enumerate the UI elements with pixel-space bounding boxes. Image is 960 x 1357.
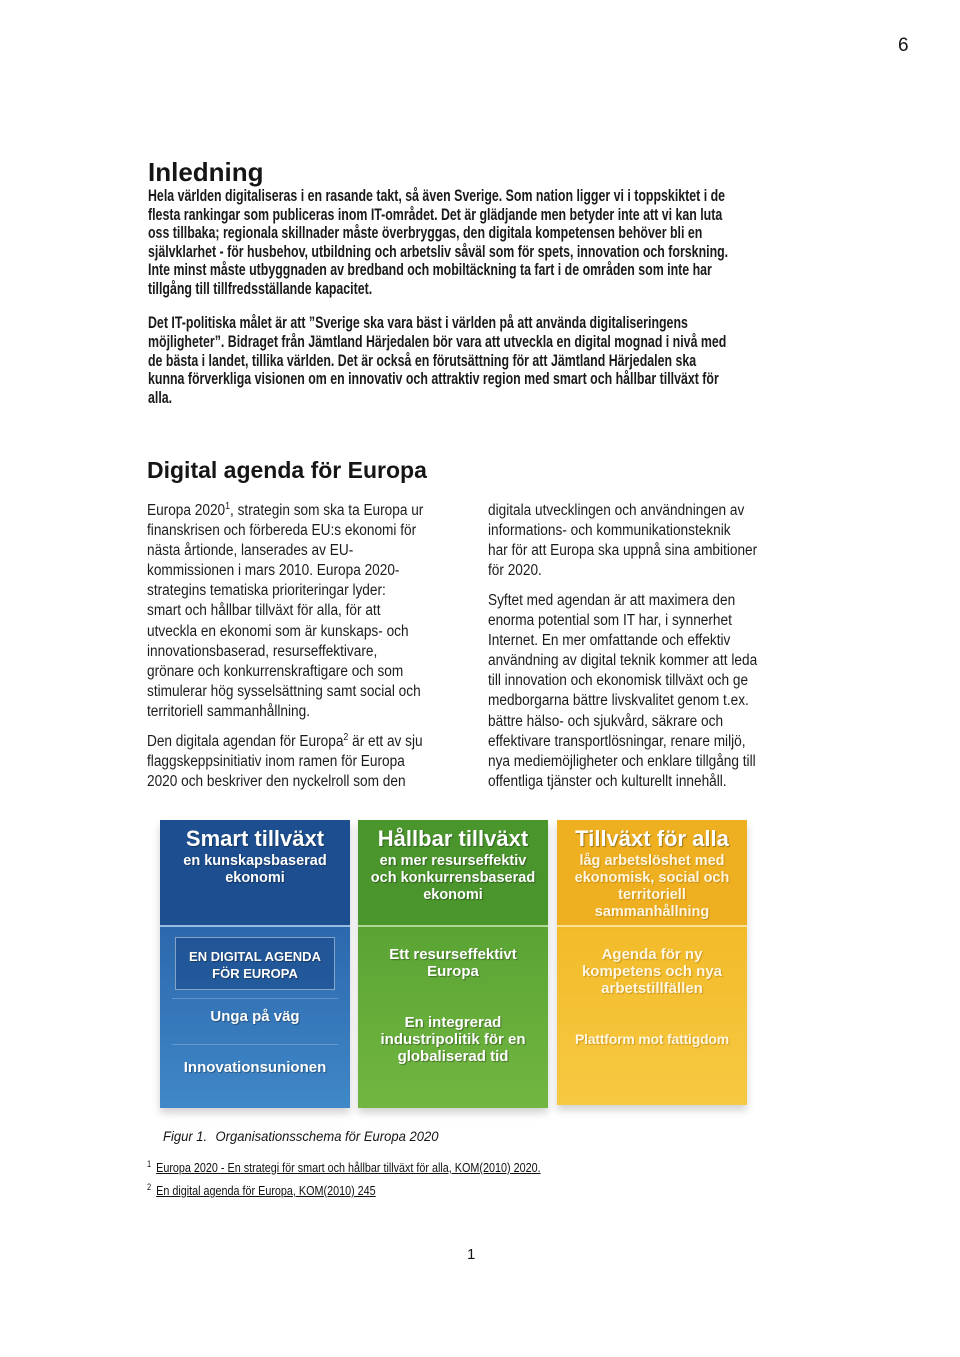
intro-paragraph-1-line: flesta rankingar som publiceras inom IT-området. Det är glädjande men betyder inte att vi kan luta	[148, 205, 723, 224]
subtitle-line: ekonomi	[225, 870, 285, 886]
right-paragraph-2-line: till innovation och ekonomisk tillväxt och ge	[488, 672, 749, 690]
flagship-line: Ett resurseffektivt	[389, 946, 517, 963]
right-paragraph-2-line: nya mediemöjligheter och enklare tillgång till	[488, 752, 756, 770]
left-paragraph-1-line: smart och hållbar tillväxt för alla, för att	[147, 602, 381, 620]
intro-paragraph-2-line: de bästa i landet, tillika världen. Det är också en förutsättning för att Jämtland Härjedalen ska	[148, 351, 697, 370]
left-paragraph-1-line: utveckla en ekonomi som är kunskaps- och	[147, 622, 409, 640]
section-heading-inledning: Inledning	[148, 157, 264, 187]
intro-paragraph-2-line: alla.	[148, 389, 173, 407]
right-paragraph-2-line: offentliga tjänster och kulturellt innehåll.	[488, 772, 727, 790]
flagship-line: EN DIGITAL AGENDA	[189, 949, 321, 964]
subtitle-line: låg arbetslöshet med	[579, 853, 725, 869]
intro-paragraph-2-line: kunna förverkliga visionen om en innovativ och attraktiv region med smart och hållbar tillväxt för	[148, 370, 719, 389]
page-number-top: 6	[898, 35, 909, 56]
left-paragraph-1-line: nästa årtionde, lanserades av EU-	[147, 542, 354, 560]
flagship-innovationsunionen	[160, 1059, 350, 1076]
footnote-reference: 2	[343, 731, 349, 743]
column-title: Smart tillväxt	[185, 826, 325, 851]
right-paragraph-2-line: effektivare transportlösningar, renare miljö,	[488, 732, 746, 750]
right-column-paragraph-1	[488, 501, 794, 581]
left-paragraph-2-line: Den digitala agendan för Europa$^2$ är ett av sju	[147, 731, 423, 750]
subtitle-line: ekonomi	[423, 887, 483, 903]
flagship-line: Unga på väg	[210, 1008, 300, 1025]
left-column-paragraph-1	[147, 501, 461, 722]
intro-paragraph-1	[148, 187, 922, 299]
intro-paragraph-1-line: tillgång till tillfredsställande kapacitet.	[148, 279, 373, 298]
figure-column-tillvaxt-for-alla	[557, 820, 747, 1105]
left-paragraph-2-line: 2020 och beskriver den nyckelroll som den	[147, 773, 406, 791]
subtitle-line: sammanhållning	[594, 904, 710, 920]
column-header	[557, 820, 747, 925]
flagship-line: Plattform mot fattigdom	[574, 1031, 730, 1047]
subtitle-line: territoriell	[618, 887, 686, 903]
right-paragraph-1-line: har för att Europa ska uppnå sina ambitioner	[488, 542, 758, 560]
intro-paragraph-1-line: Inte minst måste utbyggnaden av bredband och mobiltäckning ta fart i de områden som inte har	[148, 261, 712, 280]
left-paragraph-1-line: stimulerar hög sysselsättning samt social och	[147, 682, 421, 700]
section-heading-digital-agenda: Digital agenda för Europa	[147, 457, 427, 483]
right-paragraph-2-line: medborgarna bättre livskvalitet genom t.ex.	[488, 692, 749, 710]
column-header	[160, 820, 350, 925]
left-paragraph-1-line: innovationsbaserad, resurseffektivare,	[147, 642, 378, 660]
divider	[172, 998, 338, 999]
subtitle-line: ekonomisk, social och	[574, 870, 730, 886]
flagship-line: Agenda för ny	[601, 946, 703, 963]
right-paragraph-2-line: bättre hälso- och sjukvård, säkrare och	[488, 712, 724, 730]
left-paragraph-1-line: territoriell sammanhållning.	[147, 702, 310, 720]
flagship-unga-pa-vag	[160, 1008, 350, 1025]
column-subtitle	[358, 853, 548, 904]
column-subtitle	[557, 853, 747, 921]
right-paragraph-1-line: för 2020.	[488, 562, 542, 580]
left-paragraph-1-line: strategins tematiska prioriteringar lyder:	[147, 582, 386, 600]
flagship-line: En integrerad	[404, 1014, 502, 1031]
left-paragraph-1-line: finanskrisen och förbereda EU:s ekonomi för	[147, 522, 417, 540]
subtitle-line: och konkurrensbaserad	[370, 870, 536, 886]
intro-paragraph-2	[148, 314, 919, 408]
figure-column-hallbar-tillvaxt	[358, 820, 548, 1108]
right-paragraph-2-line: enorma potential som IT har, i synnerhet	[488, 612, 732, 630]
left-paragraph-2-line: flaggskeppsinitiativ inom ramen för Europa	[147, 753, 405, 771]
subtitle-line: en mer resurseffektiv	[379, 853, 527, 869]
left-paragraph-1-line: Europa 2020$^1$, strategin som ska ta Europa ur	[147, 500, 424, 519]
right-paragraph-1-line: informations- och kommunikationsteknik	[488, 522, 731, 540]
intro-paragraph-2-line: möjligheter”. Bidraget från Jämtland Härjedalen bör vara att utveckla en digital mognad i nivå med	[148, 332, 727, 351]
footnote-2	[147, 1183, 376, 1199]
column-title: Hållbar tillväxt	[377, 826, 529, 851]
caption-label: Figur 1.	[163, 1128, 208, 1144]
flagship-digital-agenda-box	[175, 937, 335, 990]
right-column-paragraph-2	[488, 591, 794, 792]
column-subtitle	[160, 853, 350, 887]
flagship-plattform-mot-fattigdom	[557, 1031, 747, 1048]
divider	[172, 1044, 338, 1045]
flagship-line: kompetens och nya	[581, 963, 723, 980]
right-paragraph-2-line: Syftet med agendan är att maximera den	[488, 592, 736, 609]
intro-paragraph-2-line: Det IT-politiska målet är att ”Sverige ska vara bäst i världen på att använda digitaliseringens	[148, 314, 688, 332]
flagship-resurseffektivt-europa	[358, 946, 548, 980]
left-paragraph-1-line: grönare och konkurrenskraftigare och som	[147, 662, 404, 680]
flagship-line: FÖR EUROPA	[212, 966, 298, 981]
flagship-line: Innovationsunionen	[183, 1059, 327, 1076]
footnote-number: 1	[147, 1158, 152, 1169]
subtitle-line: en kunskapsbaserad	[183, 853, 327, 869]
intro-paragraph-1-line: Hela världen digitaliseras i en rasande takt, så även Sverige. Som nation ligger vi i toppskiktet i de	[148, 187, 726, 205]
flagship-line: Europa	[427, 963, 479, 980]
footnote-1	[147, 1160, 541, 1176]
right-paragraph-1-line: digitala utvecklingen och användningen av	[488, 502, 745, 519]
intro-paragraph-1-line: oss tillbaka; regionala skillnader måste överbryggas, den digitala kompetensen behöver bli en	[148, 224, 703, 243]
intro-paragraph-1-line: självklarhet - för husbehov, utbildning och arbetsliv såväl som för spets, innovation och forskning.	[148, 242, 729, 261]
figure-caption	[163, 1127, 438, 1145]
left-column-paragraph-2	[147, 732, 460, 792]
right-paragraph-2-line: användning av digital teknik kommer att leda	[488, 652, 758, 670]
column-header	[358, 820, 548, 925]
flagship-line: industripolitik för en	[380, 1031, 526, 1048]
right-paragraph-2-line: Internet. En mer omfattande och effektiv	[488, 632, 731, 650]
left-paragraph-1-line: kommissionen i mars 2010. Europa 2020-	[147, 562, 400, 580]
flagship-ny-kompetens	[557, 946, 747, 997]
flagship-line: arbetstillfällen	[601, 980, 703, 997]
caption-text: Organisationsschema för Europa 2020	[215, 1128, 439, 1144]
footnote-number: 2	[147, 1181, 152, 1192]
footnote-link[interactable]: En digital agenda för Europa, KOM(2010) 245	[156, 1183, 376, 1198]
footnote-link[interactable]: Europa 2020 - En strategi för smart och hållbar tillväxt för alla, KOM(2010) 2020.	[156, 1160, 541, 1175]
flagship-integrerad-industripolitik	[358, 1014, 548, 1065]
page-number-bottom: 1	[467, 1246, 476, 1263]
figure-column-smart-tillvaxt	[160, 820, 350, 1108]
flagship-line: globaliserad tid	[397, 1048, 509, 1065]
column-title: Tillväxt för alla	[575, 826, 729, 851]
footnote-reference: 1	[225, 500, 231, 512]
